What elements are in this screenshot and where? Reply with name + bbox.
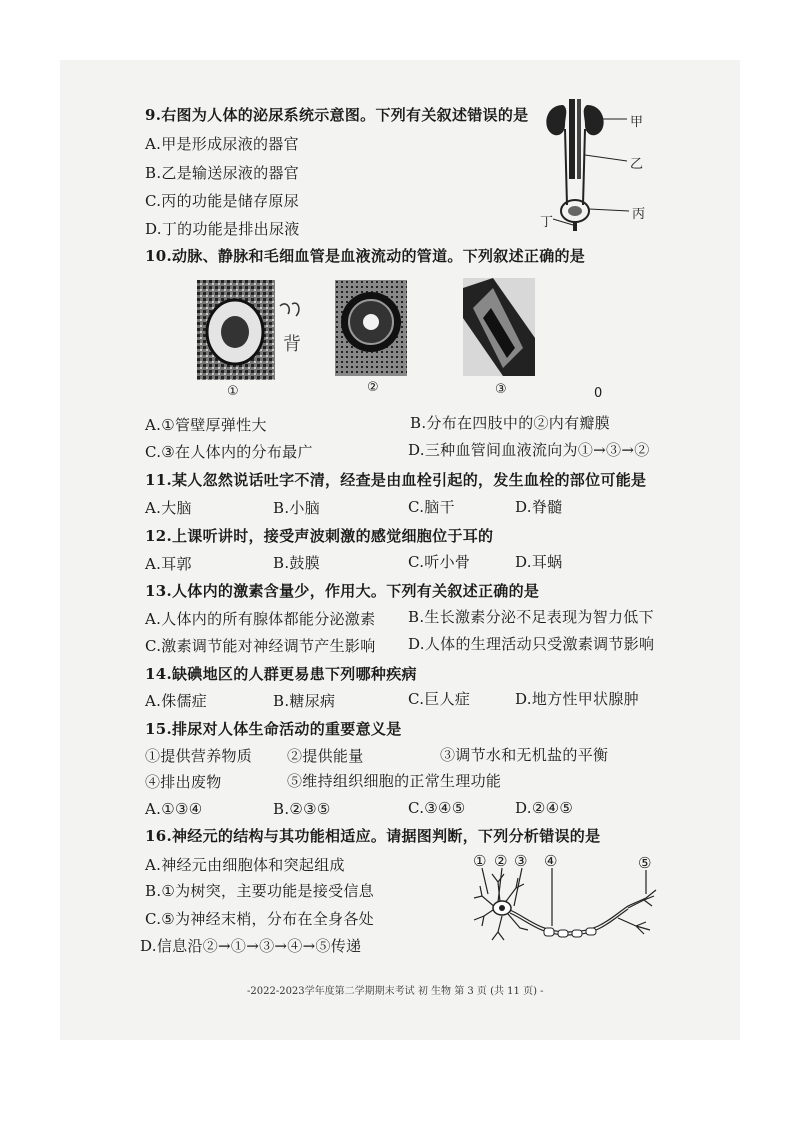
label-ding: 丁: [540, 215, 554, 230]
q14-option-a: A.侏儒症: [145, 692, 208, 710]
q9-stem: 9.右图为人体的泌尿系统示意图。下列有关叙述错误的是: [145, 106, 529, 124]
neuron-label-3: ③: [514, 852, 528, 870]
label-bing: 丙: [632, 207, 646, 222]
handwriting-text: 背: [283, 334, 301, 355]
q13-stem: 13.人体内的激素含量少，作用大。下列有关叙述正确的是: [145, 582, 540, 600]
q16-option-a: A.神经元由细胞体和突起组成: [145, 856, 345, 874]
vessel-photo-1: [197, 280, 275, 380]
vessel-photo-3: [463, 278, 535, 376]
q11-option-a: A.大脑: [145, 499, 192, 517]
fig-label-2: ②: [367, 380, 379, 395]
vessel-photo-2: [335, 280, 407, 376]
q9-option-d: D.丁的功能是排出尿液: [145, 220, 300, 238]
q15-item-3: ③调节水和无机盐的平衡: [440, 746, 609, 764]
q12-option-b: B.鼓膜: [273, 554, 320, 572]
page-footer: -2022-2023学年度第二学期期末考试 初 生物 第 3 页 (共 11 页) -: [247, 986, 544, 997]
q13-option-b: B.生长激素分泌不足表现为智力低下: [408, 608, 654, 626]
urinary-system-diagram: [535, 95, 675, 235]
q13-option-d: D.人体的生理活动只受激素调节影响: [408, 635, 655, 653]
q11-option-b: B.小脑: [273, 499, 320, 517]
q16-option-d: D.信息沿②→①→③→④→⑤传递: [140, 937, 362, 955]
neuron-label-2: ②: [494, 852, 508, 870]
q16-option-c: C.⑤为神经末梢，分布在全身各处: [145, 910, 374, 928]
q10-stem: 10.动脉、静脉和毛细血管是血液流动的管道。下列叙述正确的是: [145, 247, 586, 265]
fig-label-3: ③: [495, 382, 507, 397]
q15-item-4: ④排出废物: [145, 773, 222, 791]
q11-option-c: C.脑干: [408, 498, 455, 516]
q11-stem: 11.某人忽然说话吐字不清，经查是由血栓引起的，发生血栓的部位可能是: [145, 471, 647, 489]
label-yi: 乙: [630, 157, 644, 172]
q10-option-c: C.③在人体内的分布最广: [145, 443, 313, 461]
label-jia: 甲: [630, 115, 644, 130]
q12-option-c: C.听小骨: [408, 553, 471, 571]
q15-option-c: C.③④⑤: [408, 799, 466, 817]
q13-option-a: A.人体内的所有腺体都能分泌激素: [145, 610, 376, 628]
q16-stem: 16.神经元的结构与其功能相适应。请据图判断，下列分析错误的是: [145, 827, 601, 845]
neuron-label-4: ④: [544, 852, 558, 870]
q12-stem: 12.上课听讲时，接受声波刺激的感觉细胞位于耳的: [145, 527, 494, 545]
q15-item-1: ①提供营养物质: [145, 747, 253, 765]
q14-stem: 14.缺碘地区的人群更易患下列哪种疾病: [145, 665, 417, 683]
fig-label-1: ①: [227, 384, 239, 399]
q15-stem: 15.排尿对人体生命活动的重要意义是: [145, 720, 402, 738]
q9-option-a: A.甲是形成尿液的器官: [145, 135, 299, 153]
q10-option-d: D.三种血管间血液流向为①→③→②: [408, 441, 650, 459]
q15-option-b: B.②③⑤: [273, 800, 331, 818]
q15-item-2: ②提供能量: [287, 747, 364, 765]
q15-option-d: D.②④⑤: [515, 799, 574, 817]
stray-mark: 0: [594, 386, 603, 401]
q9-option-c: C.丙的功能是储存原尿: [145, 192, 300, 210]
q14-option-d: D.地方性甲状腺肿: [515, 690, 639, 708]
q15-option-a: A.①③④: [145, 800, 203, 818]
q10-option-b: B.分布在四肢中的②内有瓣膜: [410, 414, 610, 432]
q12-option-a: A.耳郭: [145, 555, 192, 573]
q15-item-5: ⑤维持组织细胞的正常生理功能: [287, 772, 502, 790]
neuron-diagram: [468, 860, 668, 950]
q13-option-c: C.激素调节能对神经调节产生影响: [145, 637, 376, 655]
q16-option-b: B.①为树突，主要功能是接受信息: [145, 882, 375, 900]
neuron-label-5: ⑤: [638, 854, 652, 872]
q14-option-c: C.巨人症: [408, 690, 471, 708]
q11-option-d: D.脊髓: [515, 498, 563, 516]
q14-option-b: B.糖尿病: [273, 692, 336, 710]
neuron-label-1: ①: [473, 852, 487, 870]
q9-option-b: B.乙是输送尿液的器官: [145, 164, 300, 182]
q10-option-a: A.①管壁厚弹性大: [145, 416, 267, 434]
q12-option-d: D.耳蜗: [515, 553, 563, 571]
